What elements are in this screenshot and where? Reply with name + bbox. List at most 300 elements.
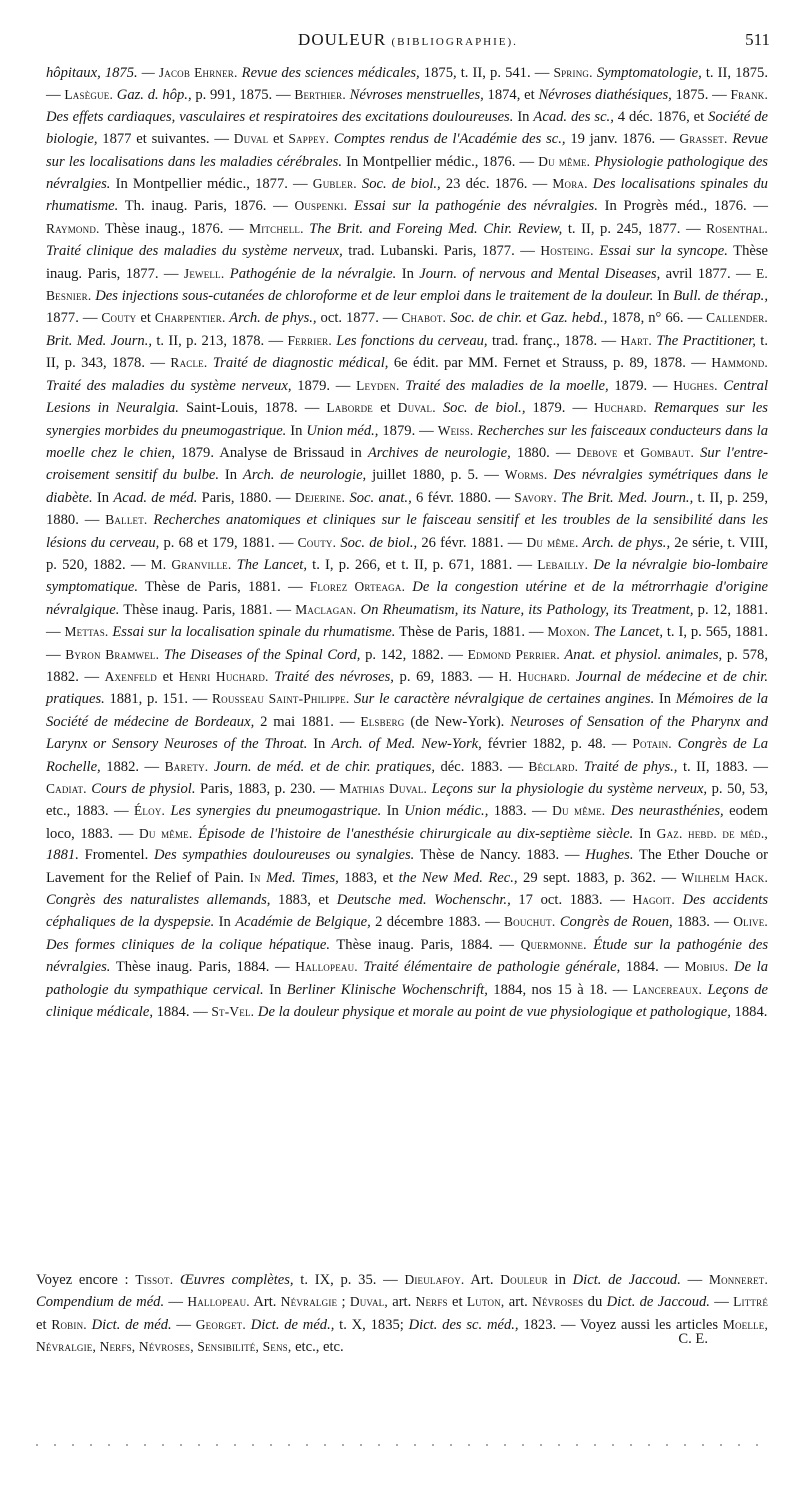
body-text-run: Thèse inaug. Paris, 1884. — <box>330 936 521 953</box>
body-text-run: Des effets cardiaques, vasculaires et respiratoires des excitations douloureuses. <box>46 108 514 125</box>
body-text-run: Du même. <box>552 803 606 819</box>
body-text-run: Florez Orteaga. <box>309 579 406 595</box>
body-text-run: The Diseases of the Spinal Cord, <box>159 646 361 663</box>
body-text-run: Central Lesions in Neuralgia. <box>46 377 769 417</box>
body-text-run: Debove <box>576 444 618 460</box>
body-text-run: Rousseau Saint-Philippe. <box>212 691 350 707</box>
body-text-run: De la névralgie bio-lombaire symptomatique. <box>46 556 768 596</box>
body-text-run: Wilhelm Hack. <box>681 869 769 885</box>
body-text-run: In <box>633 825 657 842</box>
body-text-run: Jacob Ehrner. <box>158 65 238 80</box>
body-text-run: In <box>214 914 236 931</box>
body-text-run: Fromentel. <box>84 847 149 864</box>
body-text-run: t. II, 1883. — <box>677 758 768 775</box>
page-number: 511 <box>745 30 770 49</box>
notes-text-run: — <box>680 1272 709 1288</box>
body-text-run: M. Granville. <box>150 556 232 572</box>
body-text-run: Ouspenki. <box>294 198 348 214</box>
body-text-run: 1883, et <box>270 892 337 909</box>
body-text-run: In <box>513 108 534 125</box>
body-text-run: Raymond. <box>46 220 100 236</box>
notes-text-run: art. <box>387 1294 416 1311</box>
body-text-run: Recherches sur les faisceaux conducteurs dans la moelle chez le chien, <box>46 422 769 461</box>
body-text-run: et <box>617 444 641 461</box>
notes-text-run: Dict. de Jaccoud. <box>606 1294 710 1311</box>
notes-text-run: Voyez encore : <box>36 1272 136 1288</box>
body-text-run: Hughes. <box>585 847 634 864</box>
body-text-run: Revue sur les localisations dans les maladies cérébrales. <box>46 131 768 170</box>
body-text-run: Comptes rendus de l'Académie des sc., <box>329 131 566 148</box>
body-text-run: In <box>263 981 287 998</box>
body-text-run: Étude sur la pathogénie des névralgies. <box>46 936 769 976</box>
body-text-run: Olive. <box>733 914 768 930</box>
body-text-run: t. II, p. 245, 1877. — <box>562 220 707 237</box>
body-text-run: Traité élémentaire de pathologie générale, <box>357 959 621 976</box>
body-text-run: Montpellier médic., <box>132 176 250 193</box>
body-text-run: Cadiat. <box>46 781 87 796</box>
body-text-run: Revue des sciences médicales, <box>237 65 420 81</box>
body-text-run: Chabot. <box>401 310 447 326</box>
body-text-run: trad. franç., 1878. — <box>487 332 621 349</box>
body-text-run: Soc. de biol., <box>336 534 418 551</box>
body-text-run: Mora. <box>552 176 588 192</box>
body-text-run: 4 déc. 1876, et <box>613 108 709 125</box>
body-text-run: t. I, p. 565, 1881. — <box>46 624 769 663</box>
body-text-run: Potain. <box>632 736 672 752</box>
body-text-run: Arch. de neurologie, <box>242 467 367 484</box>
body-text-run: Mémoires de la Société de médecine de Bordeaux, <box>46 691 768 730</box>
notes-text-run: Art. <box>249 1294 281 1311</box>
body-text-run: Traité des maladies du système nerveux, <box>46 377 292 394</box>
body-text-run: Laborde <box>326 400 374 416</box>
body-text-run: In <box>396 265 420 282</box>
body-text-run: In <box>653 288 674 305</box>
body-text-run: Callender. <box>706 310 768 326</box>
body-text-run: Épisode de l'histoire de l'anesthésie chirurgicale au dix-septième siècle. <box>192 825 634 842</box>
notes-text-run: Georget. <box>195 1316 246 1332</box>
body-text-run: In <box>597 198 624 215</box>
body-text-run: 19 janv. 1876. — <box>565 131 680 148</box>
body-text-run: 1879. — <box>378 422 438 439</box>
body-text-run: Pathogénie de la névralgie. <box>224 265 397 282</box>
body-text-run: Congrès des naturalistes allemands, <box>46 892 271 909</box>
body-text-run: Bouchut. <box>504 914 556 930</box>
body-text-run: Jewell. <box>183 265 225 281</box>
body-text-run: Duval. <box>397 400 436 416</box>
body-text-run: 1877 et suivantes. — <box>97 131 234 148</box>
body-text-run: Thèse de Paris, 1881. — <box>395 624 548 641</box>
body-text-run: the New Med. Rec., <box>398 869 518 886</box>
body-text-run: Lasègue. <box>64 87 114 103</box>
body-text-run: Lancereaux. <box>632 981 703 997</box>
body-text-run: Essai sur la syncope. <box>593 243 728 260</box>
body-text-run: Med. Times, <box>266 869 339 886</box>
body-text-run: Névroses menstruelles, <box>345 87 484 104</box>
running-header <box>46 30 770 52</box>
body-text-run: Weiss. <box>437 422 474 438</box>
notes-text-run: — <box>164 1294 188 1311</box>
body-text-run: Béclard. <box>528 758 579 774</box>
body-text-run: 1876. — <box>707 198 768 215</box>
body-text-run: Acad. des sc., <box>533 108 614 125</box>
notes-text-run: Nerfs <box>415 1294 448 1310</box>
see-also-note <box>36 1269 768 1359</box>
body-text-run: Cours de physiol. <box>86 781 196 797</box>
body-text-run: Thèse inaug. Paris, 1881. — <box>119 601 296 618</box>
body-text-run: On Rheumatism, its Nature, its Pathology, its Treatment, <box>356 601 694 618</box>
body-text-run: Frank. <box>730 87 769 103</box>
notes-text-run: Dict. de méd., <box>245 1316 335 1333</box>
body-text-run: Hosteing. <box>540 243 594 259</box>
body-text-run: Maclagan. <box>295 601 357 617</box>
body-text-run: In <box>654 691 676 708</box>
bottom-dotted-rule <box>36 1444 766 1446</box>
body-text-run: Soc. de biol., <box>435 400 526 417</box>
body-text-run: Thèse de Paris, 1881. — <box>138 579 310 596</box>
body-text-run: 1883. — <box>488 803 553 820</box>
body-text-run: 26 févr. 1881. — <box>417 534 527 551</box>
body-text-run: Traité clinique des maladies du système nerveux, <box>46 243 343 260</box>
bibliography-text <box>46 62 768 1023</box>
body-text-run: t. II, p. 259, 1880. — <box>46 489 768 529</box>
body-text-run: The Brit. Med. Journ., <box>556 489 694 506</box>
body-text-run: In <box>307 736 332 753</box>
body-text-run: Remarques sur les synergies morbides du pneumogastrique. <box>46 400 768 439</box>
notes-text-run: Moelle, Névralgie, Nerfs, Névroses, Sensibilité, Sens, <box>36 1316 769 1355</box>
body-text-run: Mettas. <box>64 624 109 640</box>
body-text-run: et <box>373 400 398 417</box>
body-text-run: In <box>341 153 363 170</box>
notes-text-run: Monneret. <box>708 1272 769 1287</box>
body-text-run: Des névralgies symétriques dans le diabète. <box>46 467 768 506</box>
notes-text-run: du <box>583 1294 607 1311</box>
notes-text-run: — <box>709 1294 734 1311</box>
notes-text-run: Névralgie <box>280 1294 338 1310</box>
notes-text-run: Douleur <box>500 1272 548 1287</box>
body-text-run: Thèse inaug., 1876. — <box>99 220 250 237</box>
body-text-run: avril 1877. — <box>660 265 757 282</box>
body-text-run: Gaz. hebd. de méd., <box>656 825 768 841</box>
body-text-run: juillet 1880, p. 5. — <box>366 467 505 484</box>
body-text-run: eodem loco, 1883. — <box>46 803 768 842</box>
body-text-run: In <box>110 176 133 193</box>
body-text-run: Hughes. <box>673 377 718 393</box>
body-text-run: 1884, nos 15 à 18. — <box>487 981 633 998</box>
body-text-run: Sur le caractère névralgique de certaines angines. <box>349 691 655 708</box>
body-text-run: The Ether Douche or Lavement for the Relief of Pain. <box>46 847 768 886</box>
body-text-run: Symptomatologie, <box>592 65 702 81</box>
body-text-run: Congrès de Rouen, <box>555 914 673 931</box>
body-text-run: Essai sur la localisation spinale du rhumatisme. <box>108 624 396 641</box>
body-text-run: Soc. de biol., <box>356 176 441 193</box>
body-text-run: déc. 1883. — <box>434 758 529 775</box>
body-text-run: Progrès méd., <box>623 198 708 215</box>
body-text-run: Journ. de méd. et de chir. pratiques, <box>208 758 435 775</box>
body-text-run: Elsberg <box>360 713 405 729</box>
notes-text-run: Art. <box>464 1272 501 1288</box>
body-text-run: Leyden. <box>356 377 400 393</box>
body-text-run: Traité des maladies de la moelle, <box>399 377 609 394</box>
body-text-run: De la congestion utérine et de la métrorrhagie d'origine névralgique. <box>46 579 768 618</box>
body-text-run: 1876. — <box>478 153 539 170</box>
body-text-run: Berthier. <box>294 87 346 103</box>
notes-text-run: art. <box>504 1294 533 1311</box>
body-text-run: hôpitaux, 1875. — <box>46 65 159 81</box>
body-text-run: Des accidents céphaliques de la dyspepsie. <box>46 892 768 931</box>
body-text-run: Anat. et physiol. animales, <box>559 646 723 663</box>
body-text-run: Couty <box>101 310 137 326</box>
body-text-run: Ferrier. <box>287 332 332 348</box>
body-text-run: Sappey. <box>288 131 330 147</box>
body-text-run: 2e série, t. VIII, p. 520, 1882. — <box>46 534 768 573</box>
body-text-run: 1882. — <box>100 758 165 775</box>
body-text-run: Barety. <box>164 758 209 774</box>
body-text-run: trad. Lubanski. Paris, 1877. — <box>342 243 541 260</box>
notes-text-run: Dict. des sc. méd., <box>408 1316 519 1333</box>
notes-text-run: t. X, 1835; <box>334 1316 409 1333</box>
notes-text-run: Dict. de Jaccoud. <box>572 1272 681 1288</box>
body-text-run: Des injections sous-cutanées de chloroforme et de leur emploi dans le traitement de la douleur. <box>91 288 654 305</box>
body-text-run: Physiologie pathologique des névralgies. <box>46 153 768 193</box>
body-text-run: Lebailly. <box>537 556 589 572</box>
body-text-run: 2 mai 1881. — <box>254 713 361 730</box>
body-text-run: Du même. <box>538 153 591 169</box>
body-text-run: Hart. <box>620 332 652 348</box>
body-text-run: Montpellier médic., <box>362 153 479 170</box>
body-text-run: p. 142, 1882. — <box>360 646 468 663</box>
body-text-run: Racle. <box>170 355 208 371</box>
body-text-run: Axenfeld <box>104 668 157 684</box>
body-text-run: Paris, 1880. — <box>197 489 295 506</box>
body-text-run: 1875. — <box>671 87 731 104</box>
body-text-run: 1883. — <box>672 914 734 931</box>
body-text-run: Des localisations spinales du rhumatisme. <box>46 176 768 215</box>
body-text-run: Hagoit. <box>632 892 675 908</box>
body-text-run: The Practitioner, <box>651 332 756 349</box>
body-text-run: 17 oct. 1883. — <box>510 892 633 909</box>
body-text-run: Acad. de méd. <box>113 489 198 506</box>
notes-text-run: et <box>447 1294 467 1311</box>
body-text-run: Worms. <box>504 467 548 483</box>
notes-text-run: Dict. de méd. <box>86 1316 172 1333</box>
body-text-run: Traité de phys., <box>578 758 678 775</box>
body-text-run: Union méd., <box>306 422 379 439</box>
body-text-run: St-Vel. <box>211 1004 255 1020</box>
body-text-run: Des formes cliniques de la colique hépatique. <box>46 936 331 953</box>
notes-text-run: 1823. — Voyez aussi les articles <box>518 1316 723 1333</box>
body-text-run: oct. 1877. — <box>316 310 402 327</box>
body-text-run: Mathias Duval. <box>339 781 428 796</box>
body-text-run: Journ. of nervous and Mental Diseases, <box>419 265 661 282</box>
body-text-run: Gombaut. <box>640 444 694 460</box>
body-text-run: Soc. de chir. et Gaz. hebd., <box>446 310 608 327</box>
body-text-run: Les synergies du pneumogastrique. <box>165 803 382 820</box>
body-text-run: Hammond. <box>711 355 768 371</box>
notes-text-run: Littré <box>733 1294 769 1310</box>
body-text-run: In <box>286 422 307 439</box>
body-text-run: 1875, t. II, p. 541. — <box>419 65 554 81</box>
body-text-run: 1884. — <box>620 959 685 976</box>
body-text-run: Th. inaug. Paris, 1876. — <box>118 198 295 215</box>
notes-text-run: et <box>36 1316 52 1333</box>
body-text-run: Traité des névroses, <box>268 668 394 685</box>
body-text-run: et <box>268 131 289 148</box>
body-text-run: Duval <box>233 131 269 147</box>
body-text-run: In <box>92 489 114 506</box>
running-title-main: DOULEUR <box>298 30 387 49</box>
body-text-run: Brit. Med. Journ., <box>46 332 152 349</box>
body-text-run: Arch. de phys., <box>225 310 317 327</box>
body-text-run: 6e édit. par MM. Fernet et Strauss, p. 89, 1878. — <box>388 355 712 372</box>
body-text-run: p. 50, 53, etc., 1883. — <box>46 781 769 820</box>
notes-text-run: in <box>547 1272 573 1288</box>
body-text-run: Éloy. <box>134 803 166 819</box>
body-text-run: Grasset. <box>679 131 728 147</box>
notes-text-run: Hallopeau. <box>187 1294 250 1310</box>
body-text-run: 29 sept. 1883, p. 362. — <box>517 869 682 886</box>
body-text-run: 2 décembre 1883. — <box>370 914 505 931</box>
body-text-run: Ballet. <box>105 512 148 528</box>
body-text-run: Paris, 1883, p. 230. — <box>195 781 340 797</box>
notes-text-run: t. IX, p. 35. — <box>293 1272 405 1288</box>
body-text-run: 1879. — <box>608 377 674 394</box>
body-text-run: 1883, et <box>338 869 399 886</box>
body-text-run: p. 68 et 179, 1881. — <box>159 534 298 551</box>
body-text-run: Moxon. <box>547 624 590 640</box>
body-text-run: Spring. <box>553 65 593 80</box>
notes-text-run: Dieulafoy. <box>404 1272 465 1287</box>
body-text-run: Mitchell. <box>249 220 304 236</box>
body-text-run: 1884. — <box>152 1004 212 1021</box>
author-signature: C. E. <box>678 1331 708 1347</box>
body-text-run: Névroses diathésiques, <box>538 87 672 104</box>
body-text-run: The Brit. and Foreing Med. Chir. Review, <box>303 220 563 237</box>
notes-text-run: Robin. <box>51 1316 87 1332</box>
body-text-run: 1880. — <box>510 444 577 461</box>
body-text-run: p. 991, 1875. — <box>191 87 295 104</box>
body-text-run: 1879. Analyse de Brissaud in <box>175 444 368 461</box>
body-text-run: Savory. <box>514 489 557 505</box>
body-text-run: Sur l'entre-croisement sensitif du bulbe. <box>46 444 769 484</box>
body-text-run: Thèse inaug. Paris, 1877. — <box>46 243 768 282</box>
body-text-run: Quermonne. <box>520 936 587 952</box>
body-text-run: Gubler. <box>312 176 357 192</box>
body-text-run: Gaz. d. hôp., <box>113 87 192 104</box>
body-text-run: 6 févr. 1880. — <box>411 489 515 506</box>
body-text-run: Recherches anatomiques et cliniques sur le faisceau sensitif et les troubles de la sensibilité dans les lésions du cerveau, <box>46 512 768 551</box>
body-text-run: 1881. <box>46 847 85 864</box>
body-text-run: De la pathologie du sympathique cervical. <box>46 959 769 998</box>
body-text-run: Deutsche med. Wochenschr., <box>336 892 511 909</box>
body-text-run: 1877. — <box>46 310 102 327</box>
running-title-sub: (BIBLIOGRAPHIE). <box>391 36 518 48</box>
body-text-run: (de New-York). <box>404 713 511 730</box>
body-text-run: De la douleur physique et morale au point de vue physiologique et pathologique, <box>254 1004 731 1021</box>
notes-text-run: ; <box>337 1294 350 1311</box>
body-text-run: 1878, n° 66. — <box>607 310 707 327</box>
notes-text-run: Compendium de méd. <box>36 1294 165 1311</box>
notes-text-run: — <box>171 1316 196 1333</box>
body-text-run: Académie de Belgique, <box>235 914 371 931</box>
body-text-run: Soc. anat., <box>345 489 412 506</box>
body-text-run: Thèse inaug. Paris, 1884. — <box>110 959 296 976</box>
body-text-run: 1884. <box>730 1004 768 1021</box>
body-text-run: E. Besnier. <box>46 265 768 304</box>
body-text-run: Essai sur la pathogénie des névralgies. <box>347 198 598 215</box>
body-text-run: Union médic., <box>404 803 489 820</box>
body-text-run: Henri Huchard. <box>178 668 269 684</box>
body-text-run: In <box>243 869 267 885</box>
notes-text-run: etc., etc. <box>291 1339 344 1356</box>
running-title <box>46 30 770 50</box>
body-text-run: Congrès de La Rochelle, <box>46 736 768 775</box>
body-text-run: p. 12, 1881. — <box>46 601 769 641</box>
body-text-run: 23 déc. 1876. — <box>440 176 553 193</box>
body-text-run: Huchard. <box>594 400 647 416</box>
body-text-run: Berliner Klinische Wochenschrift, <box>286 981 488 998</box>
body-text-run: Hallopeau. <box>295 959 358 975</box>
body-text-run: Saint-Louis, 1878. — <box>178 400 327 417</box>
notes-text-run: Luton, <box>466 1294 505 1310</box>
body-text-run: Du même. <box>138 825 193 841</box>
body-text-run: Byron Bramwel. <box>65 646 160 662</box>
body-text-run: H. Huchard. <box>498 668 571 684</box>
notes-text-run: Tissot. <box>135 1272 174 1287</box>
body-text-run: Rosenthal. <box>706 220 768 236</box>
body-text-run: 1874, et <box>483 87 539 104</box>
body-text-run: Des sympathies douloureuses ou synalgies. <box>148 847 415 864</box>
body-text-run: Les fonctions du cerveau, <box>331 332 488 349</box>
body-text-run: Dejerine. <box>294 489 346 505</box>
body-text-run: t. II, p. 213, 1878. — <box>152 332 288 349</box>
body-text-run: Bull. de thérap., <box>673 288 768 305</box>
notes-text-run: Œuvres complètes, <box>173 1272 294 1288</box>
body-text-run: 1877. — <box>249 176 313 193</box>
body-text-run: Arch. of Med. New-York, <box>331 736 482 753</box>
body-text-run: et <box>136 310 155 327</box>
body-text-run: février 1882, p. 48. — <box>481 736 633 753</box>
body-text-run: t. II, 1875. — <box>46 65 768 104</box>
body-text-run: Archives de neurologie, <box>367 444 511 461</box>
body-text-run: et <box>156 668 179 685</box>
body-text-run: t. I, p. 266, et t. II, p. 671, 1881. — <box>307 556 538 573</box>
body-text-run: Journal de médecine et de chir. pratiques. <box>46 668 768 708</box>
body-text-run: 1879. — <box>291 377 357 394</box>
body-text-run: Société de biologie, <box>46 108 768 148</box>
body-text-run: Leçons de clinique médicale, <box>46 981 768 1021</box>
body-text-run: Leçons sur la physiologie du système nerveux, <box>427 781 708 797</box>
body-text-run: p. 69, 1883. — <box>393 668 499 685</box>
notes-text-run: Duval, <box>349 1294 388 1310</box>
notes-text-run: Névroses <box>532 1294 584 1310</box>
body-text-run: Neuroses of Sensation of the Pharynx and Larynx or Sensory Neuroses of the Throat. <box>46 713 769 753</box>
body-text-run: Charpentier. <box>154 310 226 326</box>
body-text-run: t. II, p. 343, 1878. — <box>46 332 769 372</box>
body-text-run: Des neurasthénies, <box>605 803 724 820</box>
body-text-run: The Lancet, <box>589 624 663 641</box>
body-text-run: In <box>381 803 405 820</box>
body-text-run: Thèse de Nancy. 1883. — <box>414 847 586 864</box>
body-text-run: Couty. <box>297 534 337 550</box>
body-text-run: Mobius. <box>684 959 729 975</box>
body-text-run: The Lancet, <box>231 556 307 573</box>
body-text-run: 1881, p. 151. — <box>104 691 213 708</box>
body-text-run: In <box>219 467 243 484</box>
body-text-run: Arch. de phys., <box>578 534 671 551</box>
body-text-run: Edmond Perrier. <box>467 646 560 662</box>
body-text-run: 1879. — <box>525 400 595 417</box>
body-text-run: p. 578, 1882. — <box>46 646 768 685</box>
